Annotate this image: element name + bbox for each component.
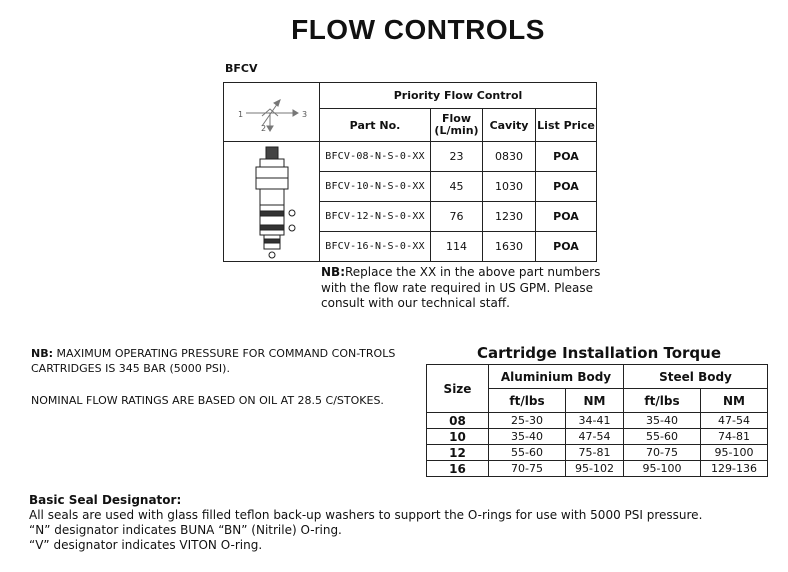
group-aluminium-body: Aluminium Body (489, 365, 624, 389)
seal-line: All seals are used with glass filled teflon back-up washers to support the O-rings for use with 5000 PSI pressure. (29, 508, 703, 522)
col-list-price: List Price (536, 109, 597, 142)
group-steel-body: Steel Body (624, 365, 768, 389)
part-no-cell: BFCV-10-N-S-0-XX (320, 172, 431, 202)
price-cell: POA (536, 172, 597, 202)
flow-cell: 114 (431, 232, 483, 262)
torque-cell: 95-100 (624, 461, 701, 477)
cartridge-image-cell (224, 142, 320, 262)
cavity-cell: 1030 (483, 172, 536, 202)
part-number-note (321, 265, 601, 312)
torque-cell: 25-30 (489, 413, 566, 429)
torque-cell: 75-81 (566, 445, 624, 461)
port-label-2: 2 (260, 124, 266, 133)
note-label: NB: (321, 265, 345, 279)
torque-cell: 74-81 (701, 429, 768, 445)
col-cavity: Cavity (483, 109, 536, 142)
series-label: BFCV (225, 62, 258, 75)
torque-cell: 47-54 (701, 413, 768, 429)
torque-cell: 95-102 (566, 461, 624, 477)
part-no-cell: BFCV-16-N-S-0-XX (320, 232, 431, 262)
note-text: MAXIMUM OPERATING PRESSURE FOR COMMAND CON-TROLS CARTRIDGES IS 345 BAR (5000 PSI). (31, 347, 396, 375)
torque-cell: 47-54 (566, 429, 624, 445)
col-aluminium-nm: NM (566, 389, 624, 413)
torque-cell: 35-40 (624, 413, 701, 429)
port-label-3: 3 (301, 110, 307, 119)
seal-designator-title: Basic Seal Designator: (29, 493, 182, 507)
col-part-no: Part No. (320, 109, 431, 142)
seal-designator-text (29, 508, 779, 553)
col-steel-nm: NM (701, 389, 768, 413)
torque-cell: 55-60 (624, 429, 701, 445)
seal-line: “V” designator indicates VITON O-ring. (29, 538, 263, 552)
seal-line: “N” designator indicates BUNA “BN” (Nitrile) O-ring. (29, 523, 342, 537)
size-cell: 10 (427, 429, 489, 445)
col-size: Size (427, 365, 489, 413)
note-label: NB: (31, 347, 53, 360)
flow-cell: 23 (431, 142, 483, 172)
col-flow: Flow (L/min) (431, 109, 483, 142)
torque-table (426, 364, 768, 477)
page-title: FLOW CONTROLS (291, 14, 545, 45)
flow-control-symbol-icon (232, 88, 312, 136)
col-aluminium-ftlbs: ft/lbs (489, 389, 566, 413)
cavity-cell: 1630 (483, 232, 536, 262)
torque-table-title: Cartridge Installation Torque (476, 344, 722, 362)
torque-cell: 70-75 (624, 445, 701, 461)
torque-cell: 34-41 (566, 413, 624, 429)
size-cell: 16 (427, 461, 489, 477)
price-cell: POA (536, 232, 597, 262)
note-text: Replace the XX in the above part numbers with the flow rate required in US GPM. Please consult with our technical staff. (321, 265, 601, 310)
torque-cell: 55-60 (489, 445, 566, 461)
flow-cell: 76 (431, 202, 483, 232)
torque-cell: 129-136 (701, 461, 768, 477)
torque-cell: 95-100 (701, 445, 768, 461)
cartridge-valve-icon (242, 143, 302, 261)
part-no-cell: BFCV-08-N-S-0-XX (320, 142, 431, 172)
col-steel-ftlbs: ft/lbs (624, 389, 701, 413)
nominal-flow-note: NOMINAL FLOW RATINGS ARE BASED ON OIL AT 28.5 C/STOKES. (31, 394, 384, 407)
port-label-1: 1 (237, 110, 243, 119)
product-table (223, 82, 597, 262)
size-cell: 12 (427, 445, 489, 461)
size-cell: 08 (427, 413, 489, 429)
pressure-note (31, 346, 421, 376)
flow-cell: 45 (431, 172, 483, 202)
price-cell: POA (536, 202, 597, 232)
cavity-cell: 0830 (483, 142, 536, 172)
torque-cell: 70-75 (489, 461, 566, 477)
cavity-cell: 1230 (483, 202, 536, 232)
part-no-cell: BFCV-12-N-S-0-XX (320, 202, 431, 232)
priority-flow-header: Priority Flow Control (320, 83, 597, 109)
price-cell: POA (536, 142, 597, 172)
torque-cell: 35-40 (489, 429, 566, 445)
hydraulic-symbol-cell (224, 83, 320, 142)
